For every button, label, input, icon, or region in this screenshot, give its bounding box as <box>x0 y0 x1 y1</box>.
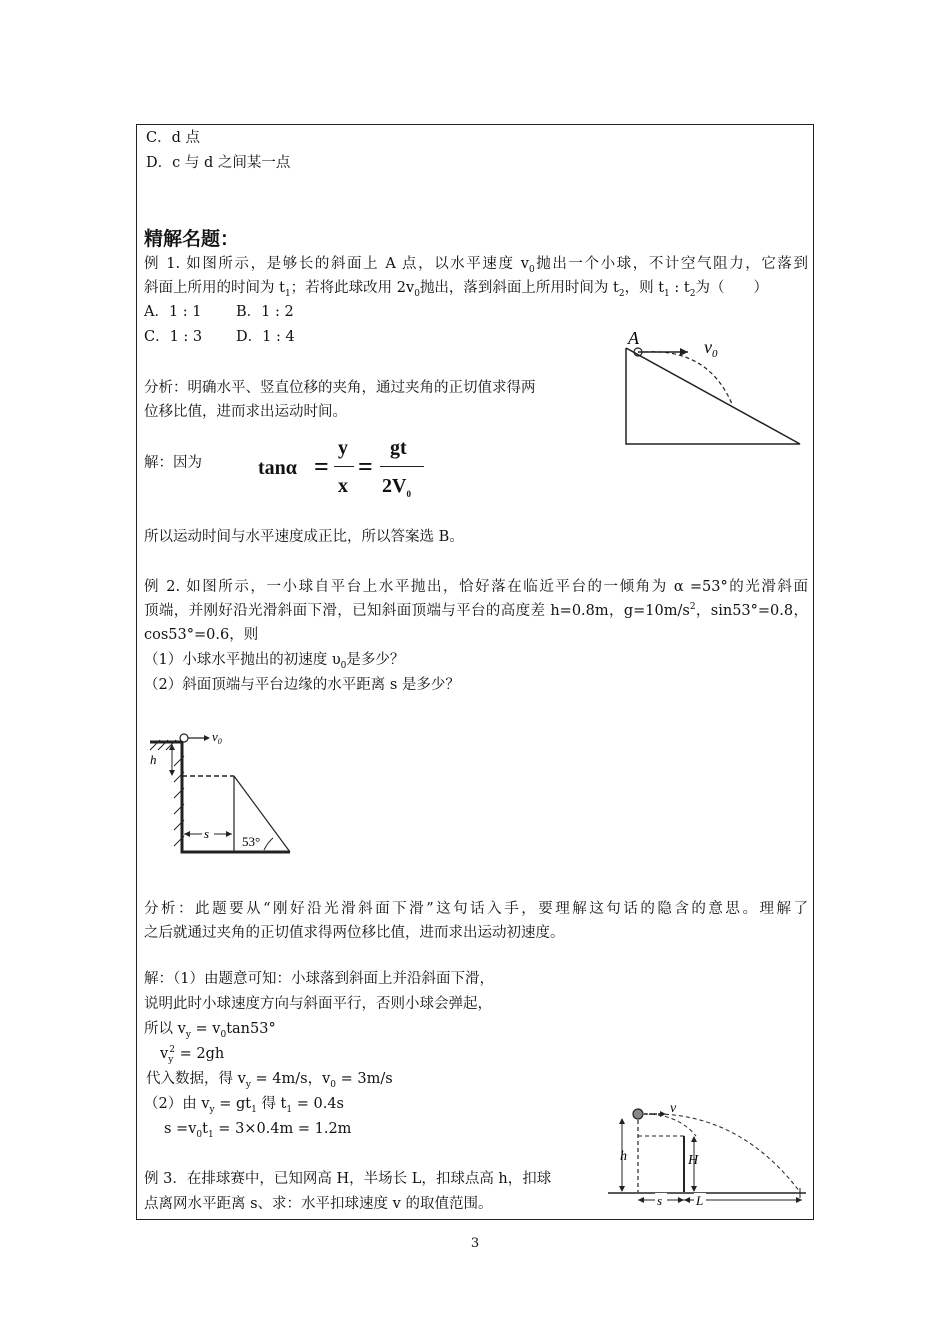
ex2-analysis-line1: 分析：此题要从“刚好沿光滑斜面下滑”这句话入手，要理解这句话的隐含的意思。理解了 <box>144 901 808 917</box>
ex2-question-line3: cos53°=0.6，则 <box>144 627 259 643</box>
fraction-bar-2 <box>380 466 424 467</box>
ex3-volleyball-figure <box>608 1100 806 1210</box>
ex1-formula <box>258 432 428 504</box>
ex1-option-c: C．1 : 3 <box>144 329 203 345</box>
ex2-solution-line7: $s =v_0t_1 = 3\times 0.4m = 1.2m$ <box>164 1121 352 1140</box>
label-h: h <box>620 1149 627 1164</box>
ex2-analysis-line2: 之后就通过夹角的正切值求得两位移比值，进而求出运动初速度。 <box>144 925 565 941</box>
ex1-analysis-line1: 分析：明确水平、竖直位移的夹角，通过夹角的正切值求得两 <box>144 380 536 396</box>
formula-den1: x <box>338 475 348 497</box>
angle-arc <box>264 838 273 850</box>
label-H: H <box>688 1153 699 1168</box>
ex3-question-line2: 点离网水平距离 s、求：水平扣球速度 v 的取值范围。 <box>144 1196 493 1212</box>
label-s: s <box>657 1193 663 1208</box>
label-v0: $v_0$ <box>704 337 718 360</box>
ex1-incline-figure <box>618 328 806 446</box>
ex2-solution-line6: （2）由 $v_y = gt_1$ 得 $t_1 = 0.4s$ <box>144 1096 344 1115</box>
ex2-question-line2: 顶端，并刚好沿光滑斜面下滑，已知斜面顶端与平台的高度差 h=0.8m，$g=10m/s^2$，sin53°=0.8， <box>144 602 808 619</box>
ex1-option-b: B．1 : 2 <box>236 304 294 320</box>
formula-eq2: = <box>358 452 373 481</box>
ex1-solution-label: 解：因为 <box>144 455 202 471</box>
label-s: s <box>204 826 210 841</box>
ex1-option-d: D．1 : 4 <box>236 329 295 345</box>
fraction-bar-1 <box>334 466 354 467</box>
label-h: h <box>150 752 157 767</box>
ball <box>633 1109 643 1119</box>
ex2-solution-line1: 解：（1）由题意可知：小球落到斜面上并沿斜面下滑， <box>144 971 494 987</box>
ex1-option-a: A．1 : 1 <box>144 304 202 320</box>
option-c: C．d 点 <box>146 130 200 146</box>
trajectory-far <box>644 1114 800 1192</box>
page-number: 3 <box>470 1236 480 1251</box>
velocity-arrowhead <box>204 735 210 741</box>
ex2-question-2: （2）斜面顶端与平台边缘的水平距离 s 是多少？ <box>144 677 460 693</box>
ex2-solution-line4: $v_y^2 = 2gh$ <box>160 1045 225 1065</box>
label-v: v <box>670 1101 677 1116</box>
incline-outline <box>626 348 800 444</box>
formula-num1: y <box>338 437 348 459</box>
ex2-solution-line5: 代入数据，得 $v_y = 4m/s$，$v_0 = 3m/s$ <box>146 1071 393 1090</box>
ex2-platform-figure <box>146 726 296 860</box>
option-d: D．c 与 d 之间某一点 <box>146 155 291 171</box>
platform-wall <box>150 742 290 852</box>
ex3-question-line1: 例 3．在排球赛中，已知网高 H，半场长 L，扣球点高 h，扣球 <box>144 1171 552 1187</box>
ex1-analysis-line2: 位移比值，进而求出运动时间。 <box>144 404 347 420</box>
ball <box>180 734 188 742</box>
formula-lhs: tanα <box>258 457 297 479</box>
ex2-question-line1: 例 2. 如图所示，一小球自平台上水平抛出，恰好落在临近平台的一倾角为 α =53°的光滑斜面 <box>144 579 808 595</box>
formula-eq1: = <box>314 452 329 481</box>
velocity-arrowhead <box>680 348 688 356</box>
ex1-question-line1: 例 1. 如图所示，是够长的斜面上 A 点，以水平速度 $v_0$抛出一个小球，不计空气阻力，它落到 <box>144 256 809 275</box>
formula-num2: gt <box>390 437 407 459</box>
formula-den2: $2V_0$ <box>382 475 411 499</box>
ex1-question-line2: 斜面上所用的时间为 $t_1$；若将此球改用 $2v_0$抛出，落到斜面上所用时间为 $t_2$，则 $t_1$ : $t_2$为（ ） <box>144 280 768 299</box>
ex2-solution-line3: 所以 $v_y = v_0\tan 53^\circ$ <box>144 1021 276 1040</box>
ex2-solution-line2: 说明此时小球速度方向与斜面平行，否则小球会弹起， <box>144 996 492 1012</box>
label-v0: $v_0$ <box>212 729 222 746</box>
label-L: L <box>696 1193 704 1208</box>
ex1-conclusion: 所以运动时间与水平速度成正比，所以答案选 B。 <box>144 529 464 545</box>
ex2-question-1: （1）小球水平抛出的初速度 $\upsilon_0$是多少？ <box>144 652 405 671</box>
section-title: 精解名题： <box>144 228 240 250</box>
label-a: A <box>628 328 639 348</box>
trajectory-dashed <box>644 352 732 404</box>
label-angle: 53° <box>242 834 261 849</box>
